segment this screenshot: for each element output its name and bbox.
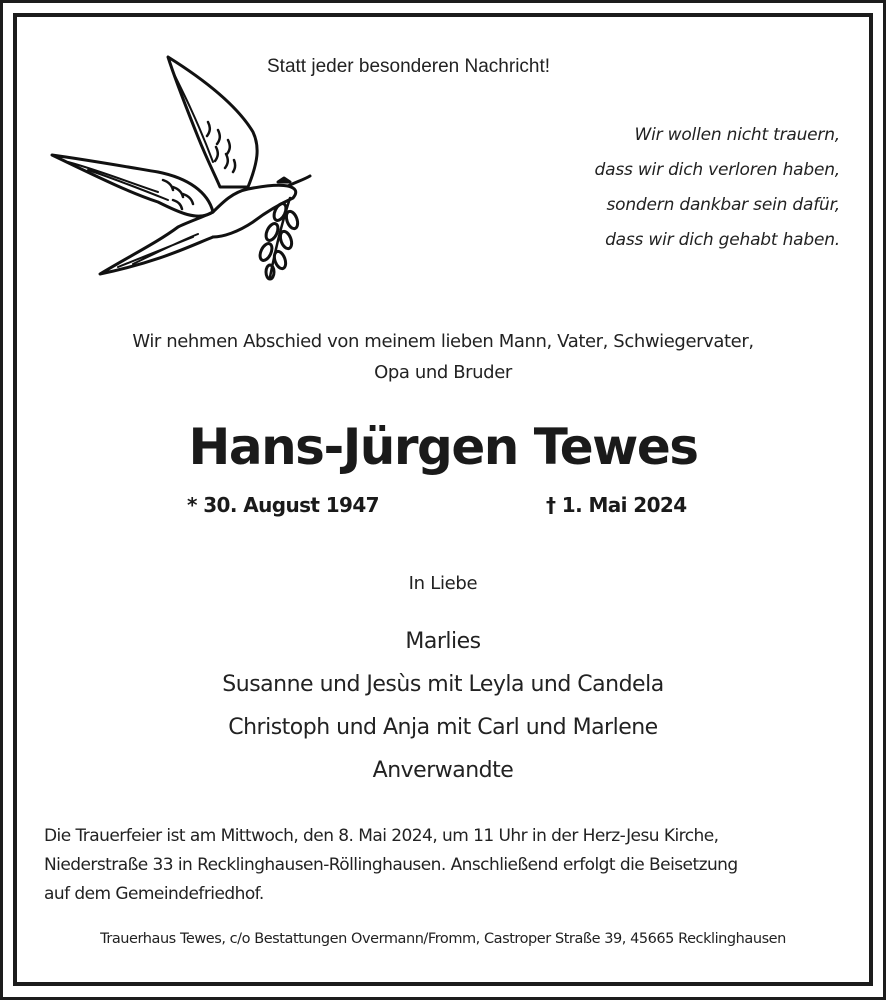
service-line: Niederstraße 33 in Recklinghausen-Röllinghausen. Anschließend erfolgt die Beisetzung (44, 855, 738, 875)
mourner-item: Marlies (405, 629, 481, 654)
service-line: auf dem Gemeindefriedhof. (44, 884, 264, 904)
poem-line: dass wir dich verloren haben, (594, 160, 840, 180)
mourning-house-address: Trauerhaus Tewes, c/o Bestattungen Overmann/Fromm, Castroper Straße 39, 45665 Recklinghausen (100, 931, 786, 947)
mourners-list (0, 620, 886, 792)
poem-line: sondern dankbar sein dafür, (606, 195, 840, 215)
birth-date: * 30. August 1947 (187, 493, 379, 517)
poem (595, 118, 840, 258)
death-date: † 1. Mai 2024 (546, 493, 687, 517)
mourners-intro: In Liebe (408, 573, 478, 594)
service-line: Die Trauerfeier ist am Mittwoch, den 8. Mai 2024, um 11 Uhr in der Herz-Jesu Kirche, (44, 826, 719, 846)
funeral-service-info (44, 822, 844, 909)
dove-with-olive-branch-icon (48, 52, 318, 282)
mourner-item: Christoph und Anja mit Carl und Marlene (228, 715, 658, 740)
poem-line: dass wir dich gehabt haben. (605, 230, 840, 250)
notice-text: Statt jeder besonderen Nachricht! (267, 56, 551, 77)
mourner-item: Susanne und Jesùs mit Leyla und Candela (222, 672, 664, 697)
farewell-intro (0, 326, 886, 388)
deceased-name: Hans-Jürgen Tewes (188, 418, 698, 476)
mourner-item: Anverwandte (372, 758, 514, 783)
poem-line: Wir wollen nicht trauern, (634, 125, 840, 145)
intro-line-1: Wir nehmen Abschied von meinem lieben Mann, Vater, Schwiegervater, (132, 331, 754, 352)
intro-line-2: Opa und Bruder (374, 362, 512, 383)
